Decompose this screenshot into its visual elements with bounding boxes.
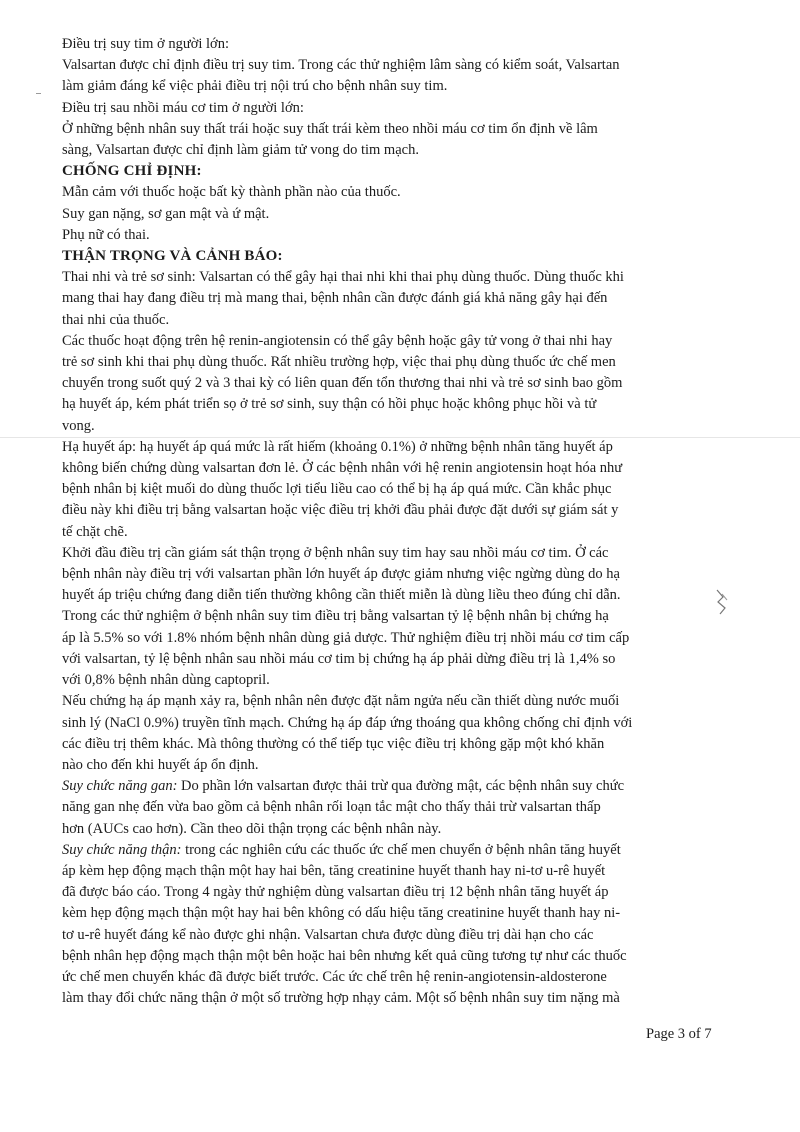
subheading-post-mi: Điều trị sau nhồi máu cơ tim ở người lớn: <box>62 99 304 116</box>
text-line: ức chế men chuyển khác đã được biết trước. Các ức chế trên hệ renin-angiotensin-aldosterone <box>62 968 607 985</box>
text-line: đã được báo cáo. Trong 4 ngày thử nghiệm dùng valsartan điều trị 12 bệnh nhân tăng huyết áp <box>62 884 609 901</box>
text-line: nào cho đến khi huyết áp ổn định. <box>62 756 259 773</box>
text-line: hạ huyết áp, kém phát triển sọ ở trẻ sơ sinh, suy thận có hồi phục hoặc không phục hồi và tử <box>62 396 597 413</box>
liver-impairment-line <box>62 776 722 797</box>
text-line: Suy gan nặng, sơ gan mật và ứ mật. <box>62 205 270 222</box>
text-line: kèm hẹp động mạch thận một hay hai bên không có dấu hiệu tăng creatinine huyết thanh hay ni- <box>62 905 621 922</box>
text-line: làm giảm đáng kể việc phải điều trị nội trú cho bệnh nhân suy tim. <box>62 78 448 95</box>
text-line: Hạ huyết áp: hạ huyết áp quá mức là rất hiếm (khoảng 0.1%) ở những bệnh nhân tăng huyết áp <box>62 438 613 455</box>
italic-lead-kidney: Suy chức năng thận: <box>62 841 182 858</box>
page-number: Page 3 of 7 <box>646 1026 712 1042</box>
text-line: Mẫn cảm với thuốc hoặc bất kỳ thành phần nào của thuốc. <box>62 184 401 201</box>
margin-handwritten-mark <box>714 588 730 616</box>
text-line: chuyển trong suốt quý 2 và 3 thai kỳ có liên quan đến tổn thương thai nhi và trẻ sơ sinh bao gồm <box>62 375 623 392</box>
text-line: sàng, Valsartan được chỉ định làm giảm tử vong do tim mạch. <box>62 142 419 159</box>
text-line: áp là 5.5% so với 1.8% nhóm bệnh nhân dùng giả dược. Thử nghiệm điều trị nhồi máu cơ tim cấp <box>62 629 630 646</box>
text-line: Valsartan được chỉ định điều trị suy tim. Trong các thử nghiệm lâm sàng có kiểm soát, Valsartan <box>62 57 620 74</box>
text-line: với valsartan, tỷ lệ bệnh nhân sau nhồi máu cơ tim bị chứng hạ áp phải dừng điều trị là 1,4% so <box>62 650 616 667</box>
liver-impairment-text: Do phần lớn valsartan được thải trừ qua đường mật, các bệnh nhân suy chức <box>181 778 625 795</box>
text-line: vong. <box>62 417 95 434</box>
text-line: Thai nhi và trẻ sơ sinh: Valsartan có thể gây hại thai nhi khi thai phụ dùng thuốc. Dùng thuốc khi <box>62 269 624 286</box>
kidney-impairment-line <box>62 840 722 861</box>
text-line: huyết áp triệu chứng đang diễn tiến thường không cần thiết miễn là dùng liều theo đúng chỉ dẫn. <box>62 587 621 604</box>
text-line: các điều trị thêm khác. Mà thông thường có thể tiếp tục việc điều trị không gặp một khó khăn <box>62 735 605 752</box>
text-line: tế chặt chẽ. <box>62 523 128 540</box>
text-line: không biến chứng dùng valsartan đơn lẻ. Ở các bệnh nhân với hệ renin angiotensin hoạt hóa như <box>62 460 623 477</box>
text-line: áp kèm hẹp động mạch thận một hay hai bên, tăng creatinine huyết thanh hay ni-tơ u-rê huyết <box>62 862 606 879</box>
text-line: Phụ nữ có thai. <box>62 226 150 243</box>
text-line: thai nhi của thuốc. <box>62 311 170 328</box>
text-line: Khởi đầu điều trị cần giám sát thận trọng ở bệnh nhân suy tim hay sau nhồi máu cơ tim. Ở các <box>62 544 609 561</box>
text-line: điều này khi điều trị bằng valsartan hoặc việc điều trị khởi đầu phải được đặt dưới sự giám sát y <box>62 502 619 519</box>
text-line: năng gan nhẹ đến vừa bao gồm cả bệnh nhân rối loạn tắc mật cho thấy thải trừ valsartan thấp <box>62 799 601 816</box>
text-line: mang thai hay đang điều trị mà mang thai, bệnh nhân cần được đánh giá khả năng gây hại đến <box>62 290 608 307</box>
section-heading-contraindications: CHỐNG CHỈ ĐỊNH: <box>62 163 202 180</box>
subheading-heart-failure: Điều trị suy tim ở người lớn: <box>62 36 229 52</box>
text-line: bệnh nhân hẹp động mạch thận một bên hoặc hai bên nhưng kết quả cũng tương tự như các thuốc <box>62 947 627 964</box>
section-heading-warnings: THẬN TRỌNG VÀ CẢNH BÁO: <box>62 248 283 265</box>
text-line: Các thuốc hoạt động trên hệ renin-angiotensin có thể gây bệnh hoặc gây tử vong ở thai nhi hay <box>62 332 613 349</box>
text-line: với 0,8% bệnh nhân dùng captopril. <box>62 672 270 689</box>
text-line: Ở những bệnh nhân suy thất trái hoặc suy thất trái kèm theo nhồi máu cơ tim ổn định về lâm <box>62 120 598 137</box>
text-line: sinh lý (NaCl 0.9%) truyền tĩnh mạch. Chứng hạ áp đáp ứng thoáng qua không chống chỉ định với <box>62 714 633 731</box>
text-line: tơ u-rê huyết đáng kể nào được ghi nhận. Valsartan chưa được dùng điều trị dài hạn cho các <box>62 926 594 943</box>
text-line: Trong các thử nghiệm ở bệnh nhân suy tim điều trị bằng valsartan tỷ lệ bệnh nhân bị chứng hạ <box>62 608 609 625</box>
text-line: bệnh nhân bị kiệt muối do dùng thuốc lợi tiểu liều cao có thể bị hạ áp quá mức. Cần khắc phục <box>62 481 612 498</box>
text-line: làm thay đổi chức năng thận ở một số trường hợp nhạy cảm. Một số bệnh nhân suy tim nặng mà <box>62 990 620 1007</box>
text-line: hơn (AUCs cao hơn). Cần theo dõi thận trọng các bệnh nhân này. <box>62 820 442 837</box>
kidney-impairment-text: trong các nghiên cứu các thuốc ức chế men chuyển ở bệnh nhân tăng huyết <box>185 841 621 858</box>
scan-artifact-mark <box>36 93 41 94</box>
text-line: trẻ sơ sinh khi thai phụ dùng thuốc. Rất nhiều trường hợp, việc thai phụ dùng thuốc ức chế men <box>62 354 616 371</box>
document-body <box>62 34 722 1009</box>
text-line: bệnh nhân này điều trị với valsartan phần lớn huyết áp được giảm nhưng việc ngừng dùng do hạ <box>62 566 620 583</box>
italic-lead-liver: Suy chức năng gan: <box>62 778 178 795</box>
text-line: Nếu chứng hạ áp mạnh xảy ra, bệnh nhân nên được đặt nằm ngửa nếu cần thiết dùng nước muối <box>62 693 620 710</box>
